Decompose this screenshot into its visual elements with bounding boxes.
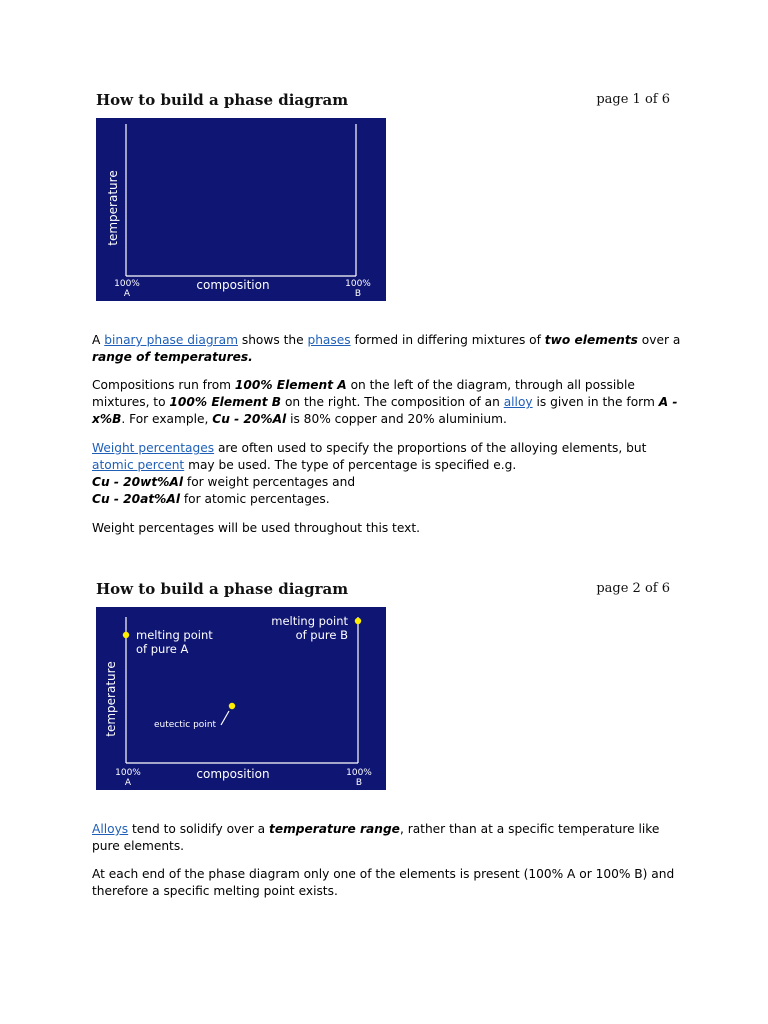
melting-point-a-dot [123, 632, 129, 638]
paragraph-binary-intro: A binary phase diagram shows the phases formed in differing mixtures of two elements over a range of temperatures. [92, 333, 681, 364]
melting-point-b-label-line2: of pure B [295, 628, 348, 642]
melting-point-b-label-line1: melting point [271, 614, 348, 628]
left-percent-label: 100% [115, 768, 141, 778]
left-element-label: A [123, 289, 131, 299]
right-percent-label: 100% [346, 768, 372, 778]
phase-diagram-empty [96, 118, 386, 301]
eutectic-point-label: eutectic point [154, 720, 217, 730]
link-binary-phase-diagram[interactable]: binary phase diagram [104, 333, 238, 347]
paragraph-compositions: Compositions run from 100% Element A on the left of the diagram, through all possible mixtures, to 100% Element B on the right. The composition of an alloy is given in the form A - x%B. For example, Cu - 20%Al is 80% copper and 20% aluminium. [92, 378, 678, 426]
paragraph-weight-note: Weight percentages will be used throughout this text. [92, 521, 420, 535]
right-element-label: B [355, 778, 363, 788]
eutectic-point-dot [229, 703, 235, 709]
link-weight-percentages[interactable]: Weight percentages [92, 441, 215, 455]
section-2-page-number: page 2 of 6 [596, 581, 670, 596]
right-percent-label: 100% [345, 279, 371, 289]
section-1-title: How to build a phase diagram [96, 91, 349, 109]
y-axis-label: temperature [104, 661, 118, 737]
melting-point-b-dot [355, 618, 361, 624]
section-1-page-number: page 1 of 6 [596, 92, 670, 107]
x-axis-label: composition [196, 767, 270, 781]
section-2-title: How to build a phase diagram [96, 580, 349, 598]
paragraph-percentages: Weight percentages are often used to specify the proportions of the alloying elements, but atomic percent may be used. The type of percentage is specified e.g. Cu - 20wt%Al for weight percentages and Cu - 20at%Al for atomic percentages. [92, 441, 647, 506]
link-atomic-percent[interactable]: atomic percent [92, 458, 185, 472]
melting-point-a-label-line2: of pure A [136, 642, 189, 656]
link-alloys[interactable]: Alloys [92, 822, 129, 836]
eutectic-pointer-arrow [221, 711, 229, 725]
x-axis-label: composition [196, 278, 270, 292]
y-axis-label: temperature [106, 170, 120, 246]
left-element-label: A [124, 778, 132, 788]
melting-point-a-label-line1: melting point [136, 628, 213, 642]
left-percent-label: 100% [114, 279, 140, 289]
paragraph-melting-point: At each end of the phase diagram only one of the elements is present (100% A or 100% B) and therefore a specific melting point exists. [92, 867, 675, 898]
right-element-label: B [354, 289, 362, 299]
link-phases[interactable]: phases [307, 333, 351, 347]
phase-diagram-melting-points [96, 607, 386, 790]
paragraph-alloys-solidify: Alloys tend to solidify over a temperature range, rather than at a specific temperature like pure elements. [92, 822, 660, 853]
link-alloy[interactable]: alloy [503, 395, 533, 409]
